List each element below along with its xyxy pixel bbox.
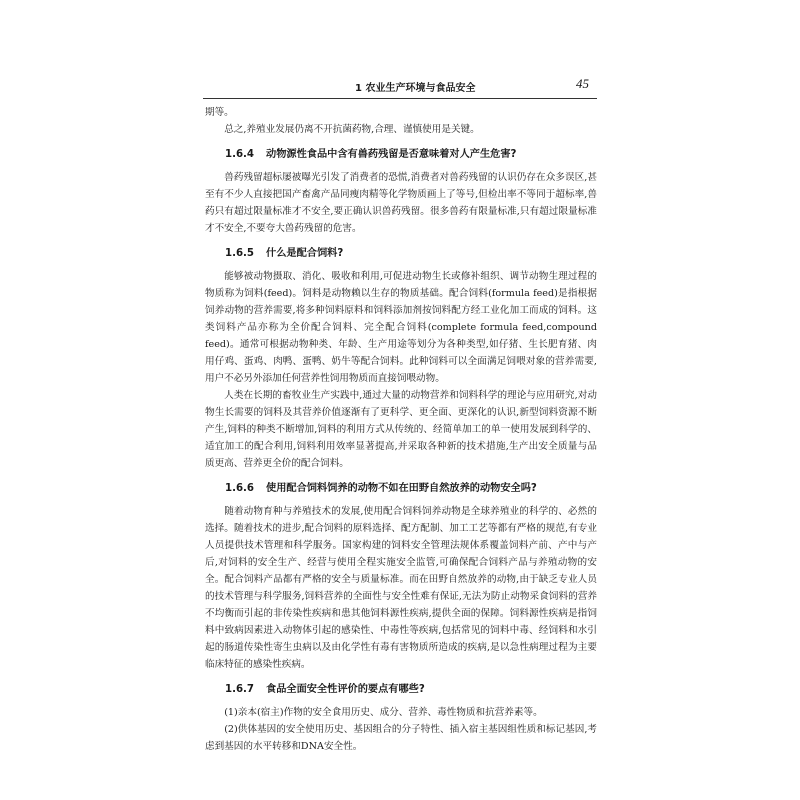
paragraph: 兽药残留超标屡被曝光引发了消费者的恐慌,消费者对兽药残留的认识仍存在众多误区,甚至有不少人直接把国产畜禽产品同瘦肉精等化学物质画上了等号,但检出率不等同于超标率,兽药只有超过限量标准才不安全,要正确认识兽药残留。很多兽药有限量标准,只有超过限量标准才不安全,不要夸大兽药残留的危害。 xyxy=(205,172,597,234)
section-title: 什么是配合饲料? xyxy=(266,248,344,259)
section-number: 1.6.6 xyxy=(225,483,255,494)
section-number: 1.6.7 xyxy=(225,684,255,695)
paragraph: 随着动物育种与养殖技术的发展,使用配合饲料饲养动物是全球养殖业的科学的、必然的选择。随着技术的进步,配合饲料的原料选择、配方配制、加工工艺等都有严格的规范,有专业人员提供技术管理和科学服务。国家构建的饲料安全管理法规体系覆盖饲料产前、产中与产后,对饲料的安全生产、经营与使用全程实施安全监管,可确保配合饲料产品与养殖动物的安全。配合饲料产品都有严格的安全与质量标准。而在田野自然放养的动物,由于缺乏专业人员的技术管理与科学服务,饲料营养的全面性与安全性难有保证,无法为防止动物采食饲料的营养不均衡而引起的非传染性疾病和患其他饲料源性疾病,提供全面的保障。饲料源性疾病是指饲料中致病因素进入动物体引起的感染性、中毒性等疾病,包括常见的饲料中毒、经饲料和水引起的肠道传染性寄生虫病以及由化学性有毒有害物质所造成的疾病,是以急性病理过程为主要临床特征的感染性疾病。 xyxy=(205,506,597,670)
paragraph: 总之,养殖业发展仍离不开抗菌药物,合理、谨慎使用是关键。 xyxy=(224,124,480,135)
paragraph: (2)供体基因的安全使用历史、基因组合的分子特性、插入宿主基因组性质和标记基因,考虑到基因的水平转移和DNA安全性。 xyxy=(205,724,597,752)
paragraph: 能够被动物摄取、消化、吸收和利用,可促进动物生长或修补组织、调节动物生理过程的物质称为饲料(feed)。饲料是动物赖以生存的物质基础。配合饲料(formula feed)是指根据饲养动物的营养需要,将多种饲料原料和饲料添加剂按饲料配方经工业化加工而成的饲料。这类饲料产品亦称为全价配合饲料、完全配合饲料(complete formula feed,compound feed)。通常可根据动物种类、年龄、生产用途等划分为各种类型,如仔猪、生长肥育猪、肉用仔鸡、蛋鸡、肉鸭、蛋鸭、奶牛等配合饲料。此种饲料可以全面满足饲喂对象的营养需要,用户不必另外添加任何营养性饲用物质而直接饲喂动物。 xyxy=(205,271,597,384)
section-number: 1.6.5 xyxy=(225,248,255,259)
paragraph: 期等。 xyxy=(205,107,234,118)
section-title: 使用配合饲料饲养的动物不如在田野自然放养的动物安全吗? xyxy=(266,483,537,494)
running-header xyxy=(203,76,597,99)
paragraph: 人类在长期的畜牧业生产实践中,通过大量的动物营养和饲料科学的理论与应用研究,对动物生长需要的饲料及其营养价值逐渐有了更科学、更全面、更深化的认识,新型饲料资源不断产生,饲料的种类不断增加,饲料的利用方式从传统的、经简单加工的单一使用发展到科学的、适宜加工的配合利用,饲料利用效率显著提高,并采取各种新的技术措施,生产出安全质量与品质更高、营养更全价的配合饲料。 xyxy=(205,390,597,469)
section-title: 食品全面安全性评价的要点有哪些? xyxy=(266,684,425,695)
page-number: 45 xyxy=(576,76,589,91)
section-heading xyxy=(205,480,597,497)
page-body xyxy=(205,104,597,755)
paragraph: (1)亲本(宿主)作物的安全食用历史、成分、营养、毒性物质和抗营养素等。 xyxy=(224,707,543,718)
chapter-title: 1 农业生产环境与食品安全 xyxy=(355,83,476,94)
section-heading xyxy=(205,245,597,262)
section-heading xyxy=(205,681,597,698)
section-title: 动物源性食品中含有兽药残留是否意味着对人产生危害? xyxy=(266,149,517,160)
section-number: 1.6.4 xyxy=(225,149,255,160)
section-heading xyxy=(205,146,597,163)
